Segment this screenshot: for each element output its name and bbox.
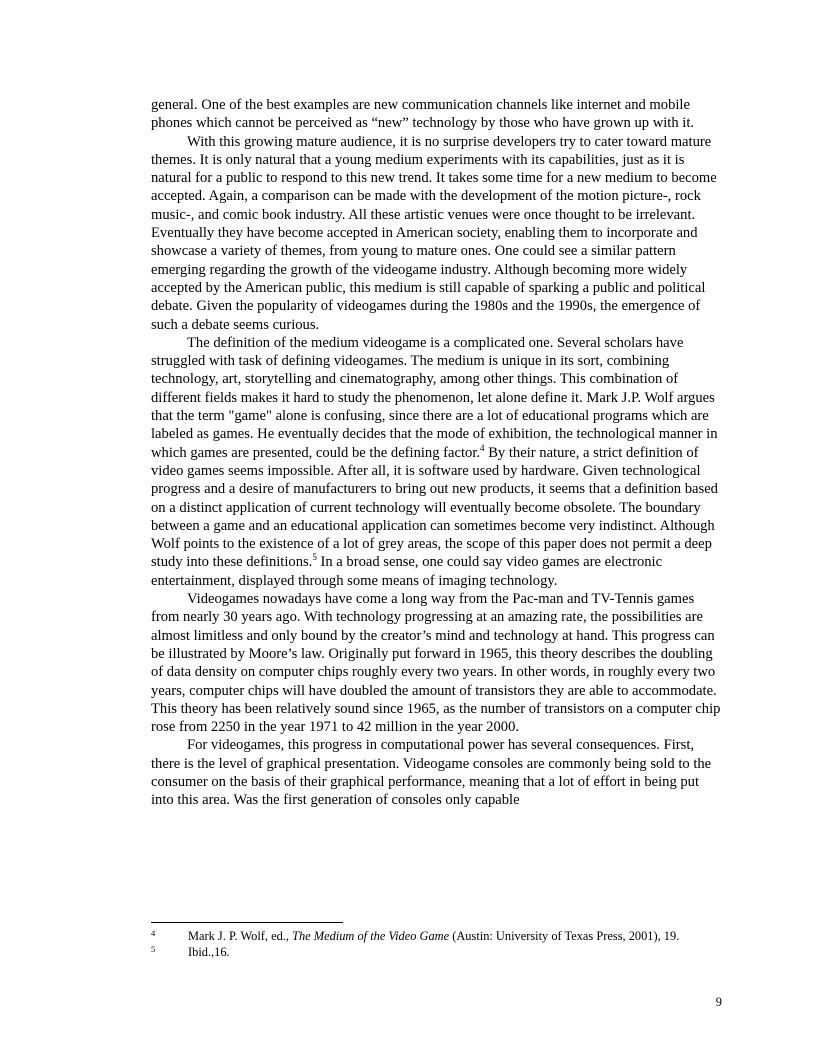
document-body bbox=[151, 96, 723, 810]
footnote-text: Ibid.,16. bbox=[188, 944, 230, 959]
paragraph-4: Videogames nowadays have come a long way from the Pac-man and TV-Tennis games from nearly 30 years ago. With technology progressing at an amazing rate, the possibilities are almost limitless and only bound by the creator’s mind and technology at hand. This progress can be illustrated by Moore’s law. Originally put forward in 1965, this theory describes the doubling of data density on computer chips roughly every two years. In other words, in roughly every two years, computer chips will have doubled the amount of transistors they are able to accommodate. This theory has been relatively sound since 1965, as the number of transistors on a computer chip rose from 2250 in the year 1971 to 42 million in the year 2000. bbox=[151, 591, 721, 736]
footnotes bbox=[151, 929, 731, 960]
paragraph-3-part-c: In a broad sense, one could say video games are electronic entertainment, displayed through some means of imaging technology. bbox=[151, 554, 663, 589]
paragraph-5: For videogames, this progress in computational power has several consequences. First, there is the level of graphical presentation. Videogame consoles are commonly being sold to the consumer on the basis of their graphical performance, meaning that a lot of effort in being put into this area. Was the first generation of consoles only capable bbox=[151, 737, 712, 809]
page-number: 9 bbox=[715, 995, 722, 1009]
footnote-ref-4[interactable]: 4 bbox=[480, 442, 485, 453]
paragraph-3-part-a: The definition of the medium videogame is a complicated one. Several scholars have struggled with task of defining videogames. The medium is unique in its sort, combining technology, art, storytelling and cinematography, among other things. This combination of different fields makes it hard to study the phenomenon, let alone define it. Mark J.P. Wolf argues that the term "game" alone is confusing, since there are a lot of educational programs which are labeled as games. He eventually decides that the mode of exhibition, the technological manner in which games are presented, could be the defining factor. bbox=[151, 334, 718, 461]
footnote-book-title: The Medium of the Video Game bbox=[292, 929, 450, 943]
footnote-separator bbox=[151, 922, 343, 923]
paragraph-3-part-b: By their nature, a strict definition of video games seems impossible. After all, it is software used by hardware. Given technological progress and a desire of manufacturers to bring out new products, it seems that a definition based on a distinct application of current technology will eventually become obsolete. The boundary between a game and an educational application can sometimes become very indistinct. Although Wolf points to the existence of a lot of grey areas, the scope of this paper does not permit a deep study into these definitions. bbox=[151, 444, 718, 571]
paragraph-1: general. One of the best examples are new communication channels like internet and mobile phones which cannot be perceived as “new” technology by those who have grown up with it. bbox=[151, 97, 695, 132]
paragraph-2: With this growing mature audience, it is no surprise developers try to cater toward mature themes. It is only natural that a young medium experiments with its capabilities, just as it is natural for a public to respond to this new trend. It takes some time for a new medium to become accepted. Again, a comparison can be made with the development of the motion picture-, rock music-, and comic book industry. All these artistic venues were once thought to be irrelevant. Eventually they have become accepted in American society, enabling them to incorporate and showcase a variety of themes, from young to mature ones. One could see a similar pattern emerging regarding the growth of the videogame industry. Although becoming more widely accepted by the American public, this medium is still capable of sparking a public and political debate. Given the popularity of videogames during the 1980s and the 1990s, the emergence of such a debate seems curious. bbox=[151, 133, 717, 333]
footnote-4 bbox=[151, 929, 731, 945]
paragraph-3 bbox=[151, 334, 723, 590]
footnote-number: 4 bbox=[151, 928, 156, 938]
footnote-5 bbox=[151, 945, 731, 961]
footnote-ref-5[interactable]: 5 bbox=[312, 552, 317, 563]
footnote-text: Mark J. P. Wolf, ed., bbox=[188, 929, 293, 943]
footnote-number: 5 bbox=[151, 943, 156, 954]
footnote-text-after: (Austin: University of Texas Press, 2001), 19. bbox=[449, 929, 680, 943]
